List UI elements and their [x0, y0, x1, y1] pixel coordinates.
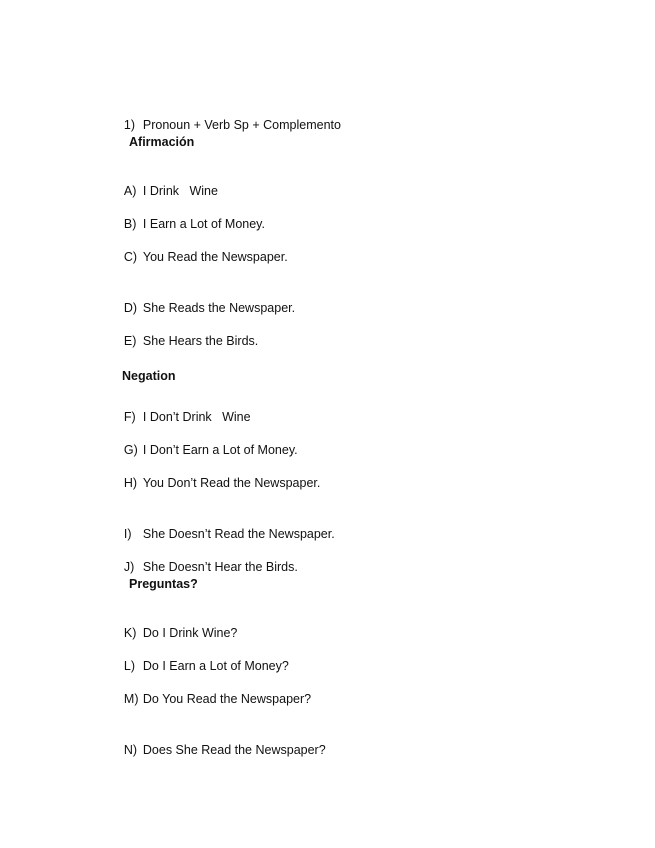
item-marker: C) [123, 250, 138, 264]
list-item [110, 233, 288, 281]
section-heading-questions: Preguntas? [129, 577, 198, 591]
item-text: I Don’t Drink Wine [142, 410, 251, 424]
item-marker: M) [123, 692, 139, 706]
item-marker: N) [123, 743, 138, 757]
item-text: She Doesn’t Read the Newspaper. [142, 527, 335, 541]
exercise-formula: Pronoun + Verb Sp + Complemento [142, 118, 341, 132]
item-marker: D) [123, 301, 138, 315]
list-item [110, 459, 320, 507]
item-marker: A) [123, 184, 137, 198]
item-marker: K) [123, 626, 137, 640]
item-text: She Hears the Birds. [142, 334, 259, 348]
item-text: Do I Drink Wine? [142, 626, 238, 640]
item-text: You Read the Newspaper. [142, 250, 288, 264]
exercise-number: 1) [123, 118, 136, 132]
item-marker: F) [123, 410, 136, 424]
list-item [110, 675, 311, 723]
item-marker: B) [123, 217, 137, 231]
item-text: Do You Read the Newspaper? [142, 692, 312, 706]
item-text: I Earn a Lot of Money. [142, 217, 265, 231]
list-item [110, 317, 258, 365]
list-item [110, 726, 326, 774]
item-marker: G) [123, 443, 138, 457]
item-marker: I) [123, 527, 132, 541]
item-text: She Reads the Newspaper. [142, 301, 296, 315]
item-text: She Doesn’t Hear the Birds. [142, 560, 298, 574]
item-marker: H) [123, 476, 138, 490]
item-marker: L) [123, 659, 136, 673]
item-text: I Don’t Earn a Lot of Money. [142, 443, 298, 457]
section-heading-affirmation: Afirmación [129, 135, 195, 149]
item-marker: E) [123, 334, 137, 348]
item-marker: J) [123, 560, 135, 574]
item-text: Do I Earn a Lot of Money? [142, 659, 289, 673]
item-text: You Don’t Read the Newspaper. [142, 476, 321, 490]
section-heading-negation: Negation [122, 369, 176, 383]
item-text: Does She Read the Newspaper? [142, 743, 326, 757]
item-text: I Drink Wine [142, 184, 218, 198]
